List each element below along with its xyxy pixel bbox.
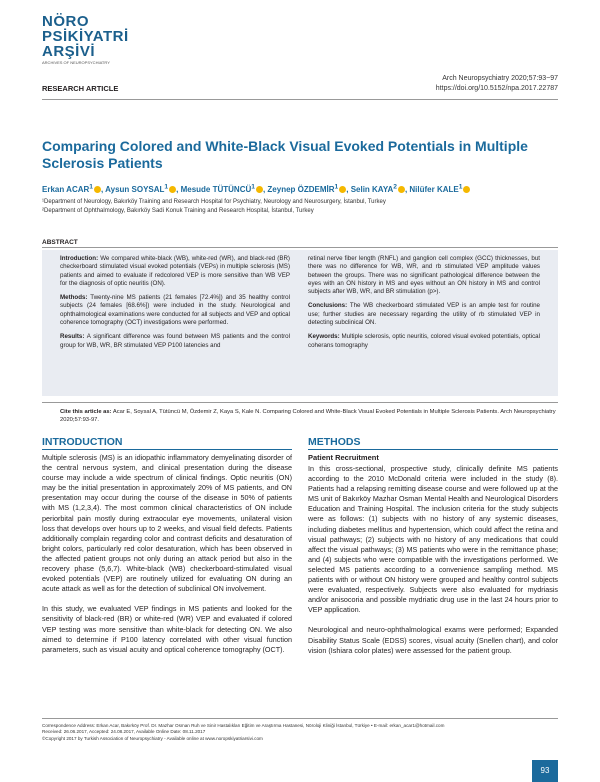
abstract-results-cont: retinal nerve fiber length (RNFL) and ganglion cell complex (GCC) thicknesses, but there was no difference for WB, WR, and rb stimulated VEP amplitude values between the groups. There was no significant pathological difference between the eyes with an ON history in MS and eyes without an ON history in MS and control subjects after WB, WR, and BR stimulation (p>). <box>308 255 540 296</box>
orcid-icon[interactable] <box>398 186 405 193</box>
article-type: RESEARCH ARTICLE <box>42 84 119 93</box>
article-dates: Received: 26.06.2017, Accepted: 24.08.2017, Available Online Date: 08.11.2017 <box>42 729 206 735</box>
author-4: Zeynep ÖZDEMİR$^1$ , <box>267 183 351 194</box>
abstract-introduction: Introduction: We compared white-black (WB), white-red (WR), and black-red (BR) checkerboard stimulated visual evoked potentials (VEPs) in multiple sclerosis (MS) patients and aimed to evaluate if redcolored VEP is more sensitive than WB VEP for the diagnosis of optic neuritis (ON). <box>60 255 290 287</box>
footer-notes <box>42 718 558 742</box>
author-2: Aysun SOYSAL$^1$ , <box>105 183 181 194</box>
orcid-icon[interactable] <box>463 186 470 193</box>
abstract-conclusions: Conclusions: The WB checkerboard stimulated VEP is an ample test for routine use; further studies are necessary regarding the utility of rb stimulated VEP in detecting subclinical ON. <box>308 302 540 327</box>
logo-line-1: NÖRO <box>42 13 89 30</box>
introduction-heading: INTRODUCTION <box>42 436 123 448</box>
doi-link[interactable]: https://doi.org/10.5152/npa.2017.22787 <box>435 85 558 92</box>
abstract-divider <box>42 247 558 248</box>
cite-label: Cite this article as: <box>60 409 112 415</box>
cite-text: Acar E, Soysal A, Tütüncü M, Özdemir Z, Kaya S, Kale N. Comparing Colored and White-Black Visual Evoked Potentials in Multiple Sclerosis Patients. Arch Neuropsychiatry 2020;57:93-97. <box>60 409 556 423</box>
abstract-left-column <box>60 255 290 356</box>
author-1: Erkan ACAR$^1$ , <box>42 183 106 194</box>
introduction-body <box>42 453 292 665</box>
correspondence-address: Correspondence Address: Erkan Acar, Bakırköy Prof. Dr. Mazhar Osman Ruh ve Sinir Hastalıkları Eğitim ve Araştırma Hastanesi, Nöroloji Kliniği İstanbul, Türkiye • E-mail: erkan_acar1@hotmail.com <box>42 723 445 728</box>
copyright: ©Copyright 2017 by Turkish Association of Neuropsychiatry - Available online at www.noropskiyatriarsivi.com <box>42 735 263 741</box>
orcid-icon[interactable] <box>169 186 176 193</box>
introduction-divider <box>42 449 292 450</box>
methods-paragraph-2: Neurological and neuro-ophthalmological exams were performed; Expanded Disability Status Scale (EDSS) scores, visual acuity (Snellen chart), and color vision (Ishiara color plates) were assessed for the patient group. <box>308 625 558 655</box>
orcid-icon[interactable] <box>94 186 101 193</box>
methods-heading: METHODS <box>308 436 361 448</box>
affiliation-1: ¹Department of Neurology, Bakırköy Training and Research Hospital for Psychiatry, Neurology and Neurosurgery, İstanbul, Turkey <box>42 199 386 205</box>
journal-logo <box>42 13 129 65</box>
logo-line-2: PSİKİYATRİ <box>42 28 129 45</box>
patient-recruitment-heading: Patient Recruitment <box>308 453 379 462</box>
header-divider <box>42 99 558 100</box>
author-3: Mesude TÜTÜNCÜ$^1$ , <box>180 183 268 194</box>
author-list <box>42 183 558 194</box>
methods-paragraph-1: In this cross-sectional, prospective study, clinically definite MS patients according to the 2010 McDonald criteria were included in the study (8). Patients had a relapsing remitting disease course and were followed up at the MS unit of Bakırköy Mazhar Osman Mental Health and Neurological Disorders Education and Training Hospital. The inclusion criteria for the study subjects were as follows: (1) subjects with no history of any systemic diseases, including diabetes mellitus and hypertension, which could affect the retina and visual pathways; (2) subjects with no history of any medications that could affect the visual pathways; (3) MS patients who were in the remittance phase; and (4) subjects who were compatible with the investigations performed. We selected MS patients according to a convenience sampling method. MS patients with or without ON history were grouped and healthy control subjects were evaluated, respectively. Subjects were also evaluated for mydriasis and/or anisocoria and possible mydriatic drug use in the last 24 hours prior to VEP application. <box>308 464 558 615</box>
journal-reference <box>436 74 558 94</box>
logo-line-3: ARŞİVİ <box>42 43 96 60</box>
methods-divider <box>308 449 558 450</box>
author-6: Nilüfer KALE$^1$ <box>409 185 470 194</box>
abstract-right-column <box>308 255 540 356</box>
methods-body <box>308 464 558 666</box>
page-number: 93 <box>532 760 558 782</box>
abstract-keywords: Keywords: Multiple sclerosis, optic neuritis, colored visual evoked potentials, optical coherans tomography <box>308 333 540 349</box>
introduction-paragraph-2: In this study, we evaluated VEP findings in MS patients and looked for the sensitivity of black-red (BR) or white-red (WR) VEP and evaluated if colored VEP testing was more sensitive than white-black for detecting ON. We also aimed to determine if P100 latency correlated with other visual function parameters, such as visual acuity and optical coherence tomography (OCT). <box>42 604 292 654</box>
author-5: Selin KAYA$^2$ , <box>350 183 410 194</box>
citation <box>42 402 558 424</box>
article-title: Comparing Colored and White-Black Visual Evoked Potentials in Multiple Sclerosis Patients <box>42 138 528 171</box>
orcid-icon[interactable] <box>256 186 263 193</box>
abstract-results: Results: A significant difference was found between MS patients and the control group for WB, WR, BR stimulated VEP P100 latencies and <box>60 333 290 349</box>
affiliation-2: ²Department of Ophthalmology, Bakırköy Sadi Konuk Training and Research Hospital, İstanbul, Turkey <box>42 208 314 214</box>
introduction-paragraph-1: Multiple sclerosis (MS) is an idiopathic inflammatory demyelinating disorder of the central nervous system, and clinical presentation during the disease course may include a wide spectrum of clinical findings. Optic neuritis (ON) may be the initial presentation in approximately 20% of MS patients, and ON presentation may occur during the course of the disease in 50% of patients with MS (1,2,3,4). The most common clinical characteristics of ON include periorbital pain mostly during extraocular eye movements, unilateral vision loss that develops over hours up to 2 weeks, and visual field defects. Patients additionally complain regarding color and contrast deficits and desaturation of bright colors, particularly red color desaturation, which has been observed in the affected patient groups not only during an attack period but also in the recovery phase (5,6,7). White-black (WB) checkerboard-stimulated visual evoked potentials (VEP) are routinely utilized for evaluating ON during an acute attack as well as for the detection of subclinical ON involvement. <box>42 453 292 594</box>
orcid-icon[interactable] <box>339 186 346 193</box>
abstract-methods: Methods: Twenty-nine MS patients (21 females [72.4%]) and 35 healthy control subjects (24 females [68.6%]) were included in the study. Neurological and ophthalmological examinations were conducted for all subjects and VEP and optical coherence tomography (OCT) investigations were performed. <box>60 294 290 327</box>
logo-subtitle: ARCHIVES OF NEUROPSYCHIATRY <box>42 60 110 65</box>
journal-citation: Arch Neuropsychiatry 2020;57:93−97 <box>442 75 558 82</box>
abstract-heading: ABSTRACT <box>42 239 78 246</box>
